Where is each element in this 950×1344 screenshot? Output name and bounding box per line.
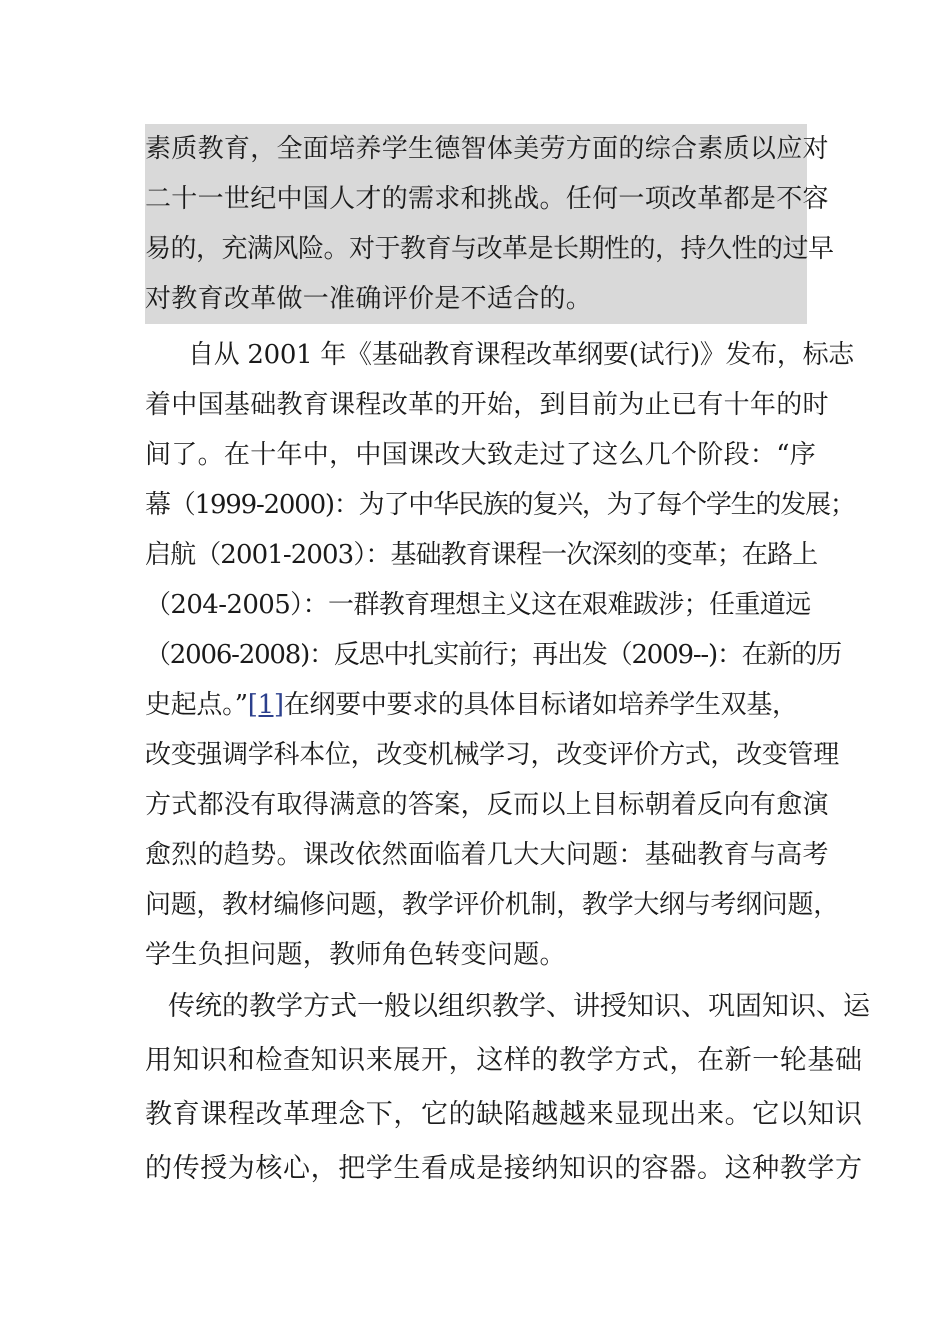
paragraph-1-line-1: 素质教育，全面培养学生德智体美劳方面的综合素质以应对 [145, 134, 829, 164]
paragraph-2-line-10: 方式都没有取得满意的答案，反而以上目标朝着反向有愈演 [145, 790, 829, 820]
paragraph-2-line-4: 幕（1999-2000)：为了中华民族的复兴，为了每个学生的发展； [145, 490, 855, 520]
paragraph-2-line-11: 愈烈的趋势。课改依然面临着几大大问题：基础教育与高考 [145, 840, 829, 870]
paragraph-1-line-3: 易的，充满风险。对于教育与改革是长期性的，持久性的过早 [145, 234, 834, 264]
footnote-reference-link[interactable]: [1] [247, 690, 284, 720]
paragraph-3-line-4: 的传授为核心，把学生看成是接纳知识的容器。这种教学方 [145, 1153, 863, 1184]
line-text-after-footnote: 在纲要中要求的具体目标诸如培养学生双基， [283, 690, 798, 720]
line-text-before-footnote: 史起点。” [145, 690, 248, 720]
paragraph-2-line-1: 自从 2001 年《基础教育课程改革纲要(试行)》发布，标志 [188, 340, 854, 370]
paragraph-2-line-3: 间了。在十年中，中国课改大致走过了这么几个阶段：“序 [145, 440, 817, 470]
paragraph-2-line-6: （204-2005）：一群教育理想主义这在艰难跋涉；任重道远 [145, 590, 811, 620]
paragraph-2-line-8 [145, 680, 798, 730]
paragraph-2-line-13: 学生负担问题，教师角色转变问题。 [145, 940, 566, 970]
paragraph-3-line-3: 教育课程改革理念下，它的缺陷越越来显现出来。它以知识 [145, 1099, 863, 1130]
paragraph-2-line-12: 问题，教材编修问题，教学评价机制，教学大纲与考纲问题， [145, 890, 839, 920]
paragraph-1-line-4: 对教育改革做一准确评价是不适合的。 [145, 284, 593, 314]
paragraph-2-line-7: （2006-2008)：反思中扎实前行；再出发（2009--)：在新的历 [145, 640, 841, 670]
paragraph-2-line-5: 启航（2001-2003）：基础教育课程一次深刻的变革；在路上 [145, 540, 818, 570]
paragraph-2-line-2: 着中国基础教育课程改革的开始，到目前为止已有十年的时 [145, 390, 829, 420]
paragraph-2-line-9: 改变强调学科本位，改变机械学习，改变评价方式，改变管理 [145, 740, 839, 770]
paragraph-1-line-2: 二十一世纪中国人才的需求和挑战。任何一项改革都是不容 [145, 184, 829, 214]
paragraph-3-line-2: 用知识和检查知识来展开，这样的教学方式，在新一轮基础 [145, 1045, 863, 1076]
paragraph-3-line-1: 传统的教学方式一般以组织教学、讲授知识、巩固知识、运 [168, 991, 870, 1022]
